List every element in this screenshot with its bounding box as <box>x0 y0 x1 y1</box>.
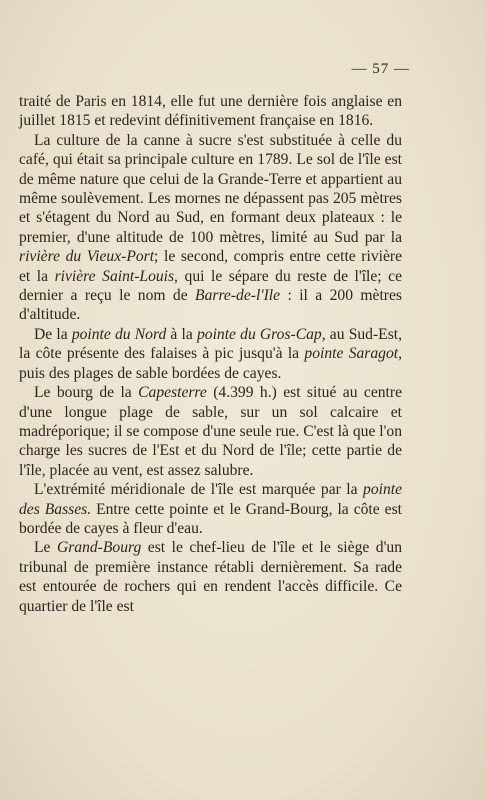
text-segment: au Sud-Est, la côte présente des falaises à pic jusqu'à la <box>19 325 402 363</box>
paragraph-1 <box>19 131 402 325</box>
italic-place-name: Grand-Bourg <box>56 539 142 557</box>
italic-place-name: Capesterre <box>138 384 207 402</box>
italic-place-name: pointe du Gros-Cap, <box>196 325 326 343</box>
text-segment: puis des plages de sable bordées de cayes. <box>19 364 282 382</box>
paragraph-4 <box>19 480 402 538</box>
text-segment: est le chef-lieu de l'île et le siège d'un tribunal de première instance rétabli dernièrement. Sa rade est entourée de rochers qui en rendent l'accès difficile. Ce quartier de l'île est <box>19 539 402 615</box>
page-number: — 57 — <box>351 61 410 77</box>
text-segment: qui le sépare du reste de l'île; ce dernier a reçu le nom de <box>19 267 403 305</box>
paragraph-2 <box>19 325 402 383</box>
italic-place-name: Barre-de-l'Ile <box>195 287 281 305</box>
paragraph-3 <box>19 383 402 480</box>
text-body <box>19 92 402 616</box>
italic-place-name: rivière du Vieux-Port <box>19 248 155 266</box>
paragraph-5 <box>19 538 402 616</box>
italic-place-name: pointe des Basses. <box>19 481 402 518</box>
paragraph-0 <box>19 92 402 131</box>
text-segment: traité de Paris en 1814, elle fut une dernière fois anglaise en juillet 1815 et redevint définitivement française en 1816. <box>19 93 402 130</box>
italic-place-name: pointe du Nord <box>71 325 167 343</box>
italic-place-name: rivière Saint-Louis, <box>54 267 178 285</box>
text-segment: Le bourg de la <box>34 384 139 402</box>
text-segment: La culture de la canne à sucre s'est substituée à celle du café, qui était sa principale culture en 1789. Le sol de l'île est de même nature que celui de la Grande-Terre et appartient au même soulèvement. Les mornes ne dépassent pas 205 mètres et s'étagent du Nord au Sud, en formant deux plateaux : le premier, d'une altitude de 100 mètres, limité au Sud par la <box>19 131 402 246</box>
text-segment: : il a 200 mètres d'altitude. <box>19 287 402 324</box>
text-segment: L'extrémité méridionale de l'île est marquée par la <box>34 481 364 499</box>
text-segment: Entre cette pointe et le Grand-Bourg, la côte est bordée de cayes à fleur d'eau. <box>19 500 402 537</box>
text-segment: De la <box>34 325 72 343</box>
text-segment: à la <box>166 325 197 343</box>
italic-place-name: pointe Saragot, <box>304 345 402 363</box>
text-segment: (4.399 h.) est situé au centre d'une longue plage de sable, sur un sol calcaire et madréporique; il se compose d'une seule rue. C'est là que l'on charge les sucres de l'Est et du Nord de l'île; cette partie de l'île, placée au vent, est assez salubre. <box>19 384 403 479</box>
text-segment: ; le second, compris entre cette rivière et la <box>19 248 402 285</box>
text-segment: Le <box>34 539 57 557</box>
